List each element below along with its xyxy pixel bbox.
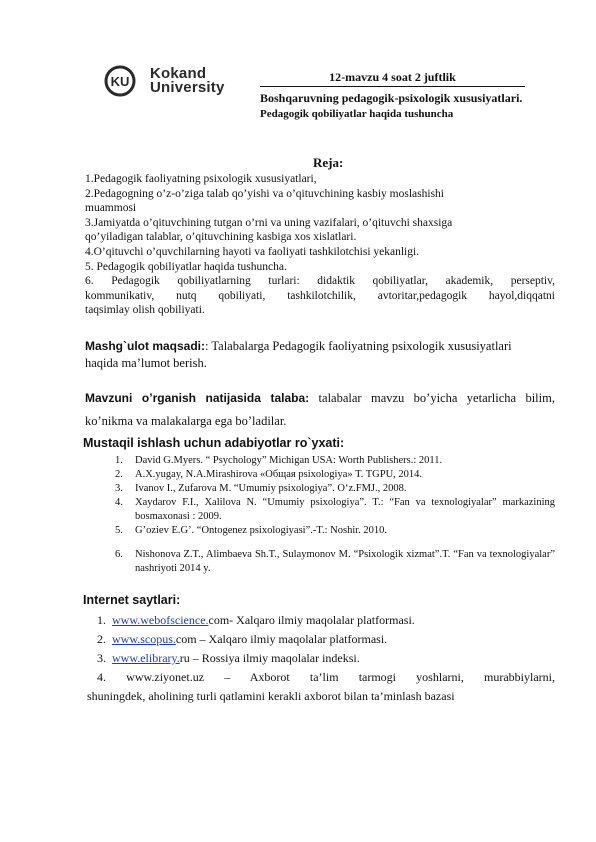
plan-item: kommunikativ, nutq qobiliyati, tashkilotchilik, avtoritar,pedagogik hayol,diqqatni [85, 289, 555, 302]
plan-list [85, 172, 555, 318]
literature-item: 4. Xaydarov F.I., Xalilova N. “Umumiy psixologiya”. T.: “Fan va texnologiyalar” markazining bosmaxonasi : 2009. [115, 497, 555, 522]
plan-item: qo’yiladigan talablar, o’qituvchining kasbiga xos xislatlari. [85, 231, 357, 244]
logo-mark: KU [110, 74, 130, 89]
topic-line: 12-mavzu 4 soat 2 juftlik [260, 70, 525, 87]
literature-item: 3. Ivanov I., Zufarova M. “Umumiy psixologiya”. O‘z.FMJ., 2008. [115, 483, 407, 494]
internet-item: 1. www.webofscience.com- Xalqaro ilmiy maqolalar platformasi. [97, 613, 415, 627]
literature-item: 5. G’oziev E.G’. “Ontogenez psixologiyasi”.-T.: Noshir. 2010. [115, 525, 388, 536]
topic-title [260, 91, 530, 122]
literature-list [115, 454, 555, 576]
topic-title-sub: Pedagogik qobiliyatlar haqida tushuncha [260, 108, 454, 120]
internet-item: 4. www.ziyonet.uz – Axborot ta’lim tarmogi yoshlarni, murabbiylarni, [97, 670, 555, 684]
result-text-2: ko’nikma va malakalarga ega bo’ladilar. [85, 414, 287, 428]
internet-heading: Internet saytlari: [83, 593, 181, 607]
literature-item: 1. David G.Myers. “ Psychology” Michigan USA: Worth Publishers.: 2011. [115, 455, 443, 466]
internet-item: 3. www.elibrary.ru – Rossiya ilmiy maqolalar indeksi. [97, 651, 360, 665]
plan-item: 5. Pedagogik qobiliyatlar haqida tushuncha. [85, 260, 287, 273]
plan-item: 3.Jamiyatda o’qituvchining tutgan o’rni va uning vazifalari, o’qituvchi shaxsiga [85, 216, 453, 229]
logo-line-2: University [150, 79, 225, 96]
literature-heading: Mustaqil ishlash uchun adabiyotlar ro`yxati: [83, 436, 345, 450]
plan-item: 4.O’qituvchi o’quvchilarning hayoti va faoliyati tashkilotchisi yekanligi. [85, 245, 420, 258]
lesson-goal [85, 338, 555, 372]
plan-item: 1.Pedagogik faoliyatning psixologik xususiyatlari, [85, 173, 317, 185]
plan-item: 6. Pedagogik qobiliyatlarning turlari: didaktik qobiliyatlar, akademik, perseptiv, [85, 275, 555, 288]
goal-text-1: : Talabalarga Pedagogik faoliyatning psixologik xususiyatlari [205, 339, 512, 353]
plan-item: taqsimlay olish qobiliyati. [85, 304, 205, 317]
result-text-1: talabalar mavzu bo’yicha yetarlicha bilim, [309, 391, 555, 405]
scopus-link[interactable]: www.scopus. [112, 632, 176, 646]
logo-text [150, 67, 225, 95]
logo-line-1: Kokand [150, 65, 207, 82]
internet-list [87, 611, 555, 706]
internet-item: 2. www.scopus.com – Xalqaro ilmiy maqolalar platformasi. [97, 632, 388, 646]
elibrary-link[interactable]: www.elibrary. [112, 651, 180, 665]
goal-label: Mashg`ulot maqsadi: [85, 339, 206, 353]
plan-item: muammosi [85, 202, 137, 215]
goal-text-2: haqida ma’lumot berish. [85, 356, 207, 370]
plan-heading: Reja: [313, 155, 344, 170]
literature-item: 6. Nishonova Z.T., Alimbaeva Sh.T., Sulaymonov M. “Psixologik xizmat”.T. “Fan va texnologiyalar” nashriyoti 2014 y. [115, 549, 555, 574]
internet-item-continued: shuningdek, aholining turli qatlamini kerakli axborot bilan ta’minlash bazasi [87, 689, 455, 703]
result-label: Mavzuni o’rganish natijasida talaba: [85, 391, 310, 405]
learning-result [85, 387, 555, 433]
webofscience-link[interactable]: www.webofscience. [112, 613, 209, 627]
literature-item: 2. A.X.yugay, N.A.Mirashirova «Общая psixologiya» T. TGPU, 2014. [115, 469, 423, 480]
plan-item: 2.Pedagogning o’z-o’ziga talab qo’yishi va o’qituvchining kasbiy moslashishi [85, 187, 444, 200]
topic-title-main: Boshqaruvning pedagogik-psixologik xususiyatlari. [260, 91, 523, 105]
